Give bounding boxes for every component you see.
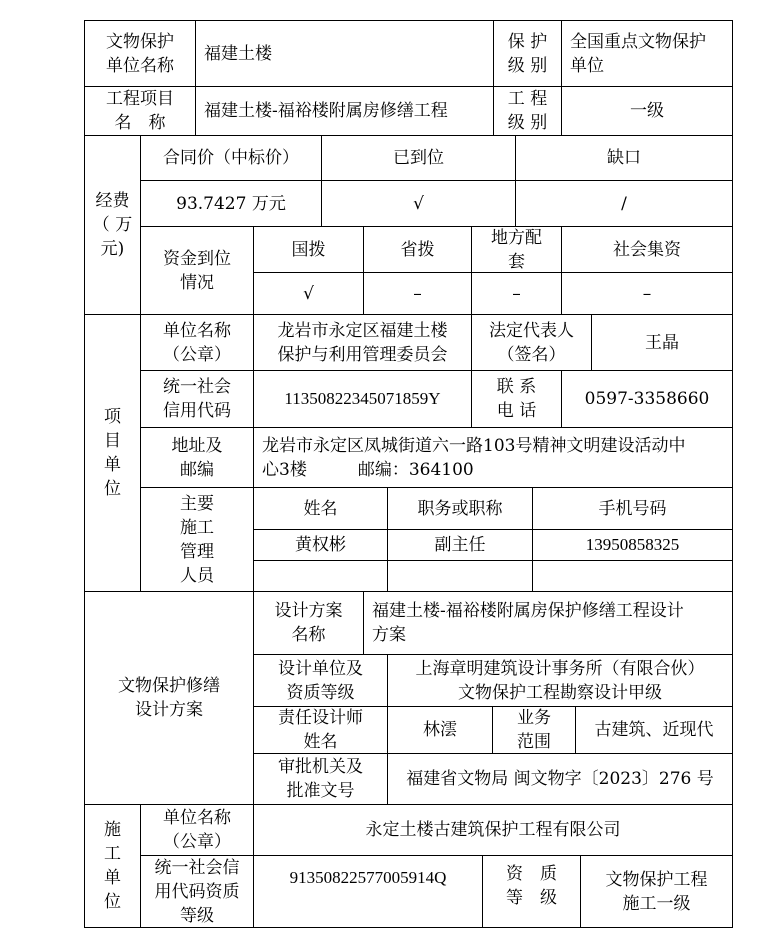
funds-label: 经费 （ 万 元) (84, 135, 141, 315)
contact-phone-label: 联 系 电 话 (471, 370, 562, 428)
construction-unit-label: 施 工 单 位 (84, 804, 141, 928)
design-label: 文物保护修缮 设计方案 (84, 591, 254, 805)
contract-price-value: 93.7427 万元 (140, 180, 322, 227)
project-name-value: 福建土楼-福裕楼附属房修缮工程 (195, 86, 494, 136)
project-name-label: 工程项目 名 称 (84, 86, 196, 136)
construction-name-value: 永定土楼古建筑保护工程有限公司 (253, 804, 733, 856)
credit-code-label: 统一社会 信用代码 (140, 370, 254, 428)
staff-empty-name (253, 560, 388, 592)
staff-header-phone: 手机号码 (532, 487, 733, 530)
designer-value: 林澐 (387, 706, 493, 754)
staff-row-title: 副主任 (387, 529, 533, 561)
construction-name-label: 单位名称 （公章） (140, 804, 254, 856)
staff-empty-phone (532, 560, 733, 592)
design-unit-value: 上海章明建筑设计事务所（有限合伙） 文物保护工程勘察设计甲级 (387, 654, 733, 707)
arrived-label: 已到位 (321, 135, 516, 181)
social-funding-value: – (561, 272, 733, 315)
legal-rep-label: 法定代表人 （签名） (471, 314, 592, 371)
design-plan-label: 设计方案 名称 (253, 591, 364, 655)
gap-label: 缺口 (515, 135, 733, 181)
contact-phone-value: 0597-3358660 (561, 370, 733, 428)
national-allocation-value: √ (253, 272, 364, 315)
construction-credit-value: 91350822577005914Q (253, 855, 483, 928)
project-level-value: 一级 (561, 86, 733, 136)
project-level-label: 工 程 级 别 (493, 86, 562, 136)
credit-code-value: 11350822345071859Y (253, 370, 472, 428)
gap-value: / (515, 180, 733, 227)
address-value: 龙岩市永定区凤城街道六一路103号精神文明建设活动中 心3楼 邮编：364100 (253, 427, 733, 488)
design-plan-value: 福建土楼-福裕楼附属房保护修缮工程设计 方案 (363, 591, 733, 655)
qualification-grade-label: 资 质 等 级 (482, 855, 581, 928)
design-unit-label: 设计单位及 资质等级 (253, 654, 388, 707)
designer-label: 责任设计师 姓名 (253, 706, 388, 754)
scope-value: 古建筑、近现代 (575, 706, 733, 754)
unit-name-label: 文物保护 单位名称 (84, 20, 196, 87)
legal-rep-value: 王晶 (591, 314, 733, 371)
approval-label: 审批机关及 批准文号 (253, 753, 388, 805)
staff-empty-title (387, 560, 533, 592)
protection-level-value: 全国重点文物保护 单位 (561, 20, 733, 87)
staff-header-title: 职务或职称 (387, 487, 533, 530)
arrived-value: √ (321, 180, 516, 227)
qualification-grade-value: 文物保护工程 施工一级 (580, 855, 733, 928)
staff-label: 主要 施工 管理 人员 (140, 487, 254, 592)
funding-status-label: 资金到位 情况 (140, 226, 254, 315)
provincial-allocation-label: 省拨 (363, 226, 472, 273)
construction-credit-label: 统一社会信 用代码资质 等级 (140, 855, 254, 928)
contract-price-label: 合同价（中标价） (140, 135, 322, 181)
address-label: 地址及 邮编 (140, 427, 254, 488)
local-matching-value: – (471, 272, 562, 315)
project-unit-name-value: 龙岩市永定区福建土楼 保护与利用管理委员会 (253, 314, 472, 371)
social-funding-label: 社会集资 (561, 226, 733, 273)
staff-row-name: 黄权彬 (253, 529, 388, 561)
local-matching-label: 地方配 套 (471, 226, 562, 273)
national-allocation-label: 国拨 (253, 226, 364, 273)
staff-row-phone: 13950858325 (532, 529, 733, 561)
scope-label: 业务 范围 (492, 706, 576, 754)
unit-name-value: 福建土楼 (195, 20, 494, 87)
project-unit-name-label: 单位名称 （公章） (140, 314, 254, 371)
provincial-allocation-value: – (363, 272, 472, 315)
protection-level-label: 保 护 级 别 (493, 20, 562, 87)
approval-value: 福建省文物局 闽文物字〔2023〕276 号 (387, 753, 733, 805)
staff-header-name: 姓名 (253, 487, 388, 530)
project-unit-label: 项 目 单 位 (84, 314, 141, 592)
